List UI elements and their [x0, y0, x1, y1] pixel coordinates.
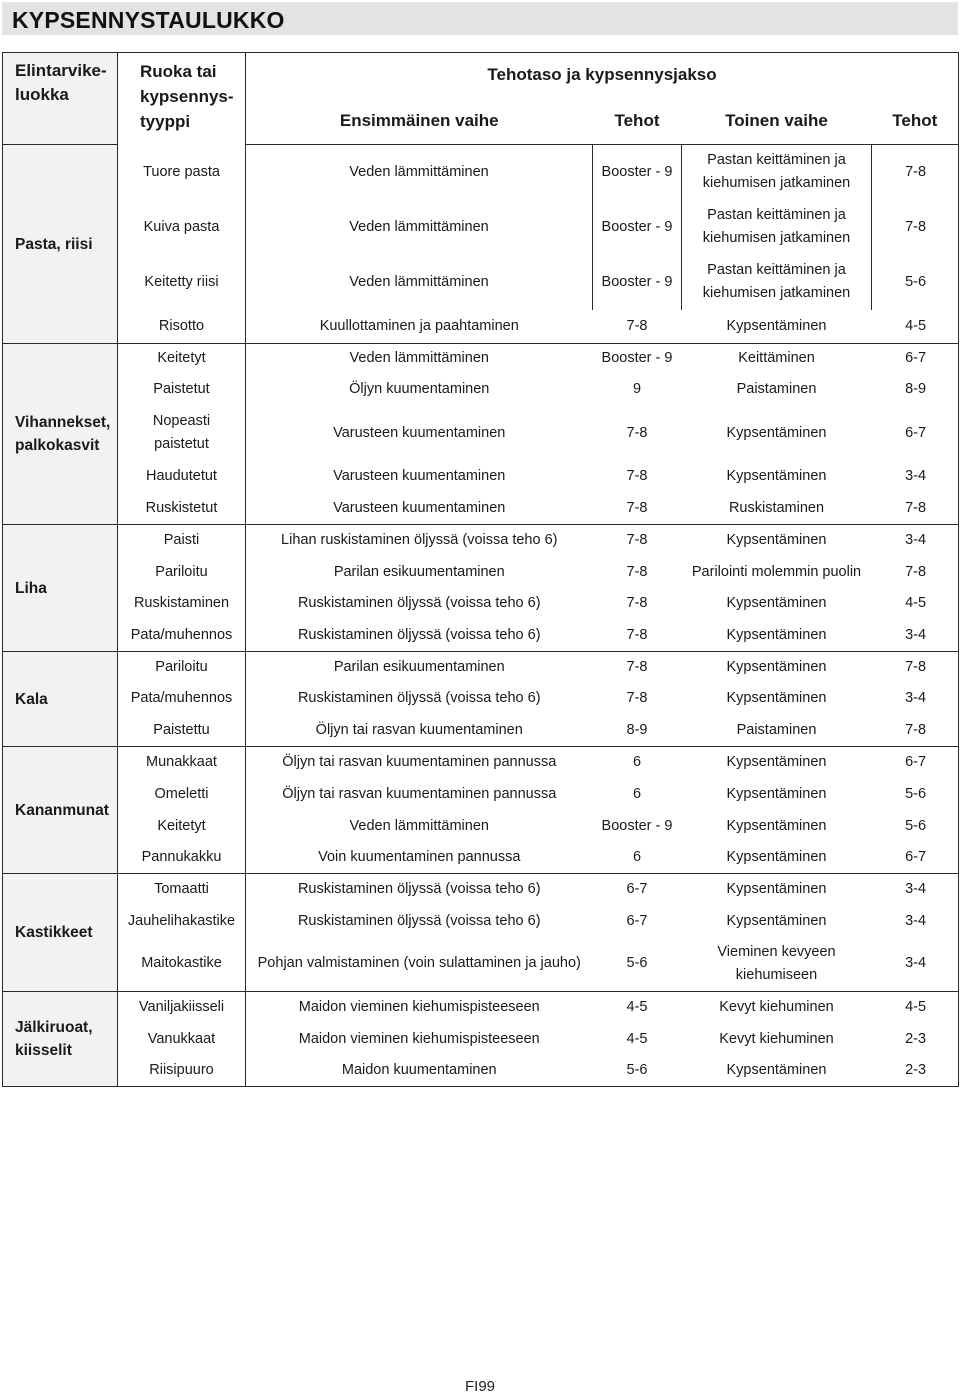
page-number: FI99 [464, 1378, 495, 1395]
cell-power2: 4-5 [872, 992, 959, 1024]
cell-type: Jauhelihakastike [118, 906, 246, 937]
cell-power2: 7-8 [872, 493, 959, 525]
cell-phase1: Ruskistaminen öljyssä (voissa teho 6) [297, 912, 541, 929]
cell-type: Riisipuuro [118, 1055, 246, 1087]
cell-phase1: Öljyn tai rasvan kuumentaminen pannussa [282, 754, 557, 771]
cell-power1: 7-8 [626, 595, 648, 611]
cell-phase2: Kypsentäminen [682, 1055, 872, 1087]
table-row [3, 1024, 959, 1055]
table-row [3, 906, 959, 937]
cell-power2: 8-9 [872, 374, 959, 406]
cell-phase1: Lihan ruskistaminen öljyssä (voissa teho 6) [281, 532, 558, 549]
cell-power1: 6 [632, 754, 642, 771]
cell-phase2: Kypsentäminen [726, 468, 827, 484]
cell-power2: 5-6 [872, 779, 959, 811]
cell-type: Paistettu [118, 715, 246, 747]
header-type: Ruoka tai kypsennys- tyyppi [118, 53, 246, 145]
table-row [3, 493, 959, 525]
cell-phase1: Pohjan valmistaminen (voin sulattaminen ja jauho) [246, 937, 593, 992]
cell-power1: 7-8 [626, 424, 648, 441]
cell-phase1: Voin kuumentaminen pannussa [246, 842, 593, 874]
cell-type: Pannukakku [118, 842, 246, 874]
cell-type: Vanukkaat [118, 1024, 246, 1055]
cell-type: Ruskistetut [118, 493, 246, 525]
cell-power2: 3-4 [872, 461, 959, 493]
category-cell: Kastikkeet [3, 874, 118, 992]
table-body [3, 53, 959, 1087]
cell-phase2: Kypsentäminen [726, 881, 827, 898]
cell-phase1: Veden lämmittäminen [246, 255, 593, 310]
cell-phase2: Kevyt kiehuminen [719, 999, 834, 1016]
cell-power2: 5-6 [872, 255, 959, 310]
cell-type: Maitokastike [118, 937, 246, 992]
cell-phase1: Maidon vieminen kiehumispisteeseen [298, 999, 540, 1016]
cell-power2: 7-8 [872, 652, 959, 683]
table-row [3, 842, 959, 874]
category-cell: Kala [3, 652, 118, 747]
cell-type: Vaniljakiisseli [118, 992, 246, 1024]
header-power1: Tehot [593, 97, 682, 145]
cell-power2: 7-8 [872, 145, 959, 200]
table-row [3, 310, 959, 344]
cell-power1: 7-8 [626, 563, 648, 580]
table-row [3, 620, 959, 652]
cell-phase2: Paistaminen [682, 715, 872, 747]
cell-power2: 2-3 [872, 1055, 959, 1087]
table-row [3, 747, 959, 779]
cell-phase2: Vieminen kevyeen kiehumiseen [682, 937, 872, 992]
cell-type: Kuiva pasta [118, 200, 246, 255]
cell-power1: 7-8 [593, 310, 682, 344]
cell-phase1: Veden lämmittäminen [246, 200, 593, 255]
cell-type: Tomaatti [118, 874, 246, 906]
cell-power2: 2-3 [872, 1024, 959, 1055]
cooking-table [2, 52, 959, 1087]
cell-phase2: Parilointi molemmin puolin [691, 563, 862, 580]
cell-phase1: Varusteen kuumentaminen [246, 493, 593, 525]
cell-power2: 4-5 [872, 588, 959, 620]
table-row [3, 683, 959, 715]
table-row [3, 652, 959, 683]
cell-phase2: Keittäminen [738, 350, 815, 367]
cell-type: Pariloitu [118, 557, 246, 588]
cell-power2: 6-7 [872, 344, 959, 374]
cell-phase2: Kypsentäminen [726, 658, 827, 675]
category-cell: Liha [3, 525, 118, 652]
cell-power2: 3-4 [872, 874, 959, 906]
cell-power1: 7-8 [626, 468, 648, 484]
cell-power1: 5-6 [593, 937, 682, 992]
cell-phase1: Veden lämmittäminen [349, 817, 489, 834]
cell-phase2: Kypsentäminen [726, 595, 827, 611]
cell-phase2: Pastan keittäminen ja kiehumisen jatkaminen [682, 145, 872, 200]
table-row [3, 992, 959, 1024]
cell-type: Haudutetut [118, 461, 246, 493]
cell-phase2: Paistaminen [736, 381, 817, 397]
cell-phase1: Parilan esikuumentaminen [333, 658, 505, 675]
cell-type: Tuore pasta [118, 145, 246, 200]
cell-power1: 4-5 [626, 999, 648, 1016]
cell-power2: 5-6 [872, 811, 959, 842]
cell-phase1: Öljyn kuumentaminen [349, 381, 490, 397]
cell-power1: 8-9 [593, 715, 682, 747]
table-row [3, 406, 959, 461]
category-cell: Kananmunat [3, 747, 118, 874]
cell-power2: 7-8 [872, 200, 959, 255]
table-row [3, 200, 959, 255]
cell-phase2: Pastan keittäminen ja kiehumisen jatkaminen [682, 200, 872, 255]
cell-power1: Booster - 9 [601, 817, 673, 834]
cell-type: Risotto [118, 310, 246, 344]
cell-phase1: Maidon vieminen kiehumispisteeseen [298, 1030, 540, 1047]
cell-power1: 7-8 [593, 493, 682, 525]
header-power2: Tehot [872, 97, 959, 145]
cell-phase1: Varusteen kuumentaminen [333, 468, 506, 484]
cell-phase2: Kypsentäminen [726, 786, 827, 802]
table-row [3, 557, 959, 588]
cell-power1: Booster - 9 [601, 350, 673, 367]
cell-phase1: Ruskistaminen öljyssä (voissa teho 6) [246, 620, 593, 652]
cell-power2: 4-5 [872, 310, 959, 344]
cell-phase1: Parilan esikuumentaminen [333, 563, 505, 580]
table-row [3, 811, 959, 842]
cell-phase2: Kypsentäminen [726, 424, 827, 441]
cell-power1: 7-8 [626, 690, 648, 706]
cell-power2: 7-8 [872, 557, 959, 588]
cell-phase1: Ruskistaminen öljyssä (voissa teho 6) [297, 881, 541, 898]
cell-type: Pata/muhennos [118, 683, 246, 715]
cell-power2: 3-4 [872, 906, 959, 937]
header-phase2: Toinen vaihe [682, 97, 872, 145]
cell-power2: 3-4 [872, 683, 959, 715]
category-cell: Vihannekset, palkokasvit [3, 344, 118, 525]
cell-type: Paisti [118, 525, 246, 557]
cell-power2: 3-4 [872, 525, 959, 557]
cell-power1: 7-8 [626, 658, 648, 675]
cell-type: Paistetut [118, 374, 246, 406]
cell-power2: 6-7 [872, 406, 959, 461]
cell-phase2: Kypsentäminen [726, 754, 827, 771]
cell-power1: 7-8 [626, 532, 648, 549]
cell-type: Omeletti [118, 779, 246, 811]
cell-phase2: Kypsentäminen [726, 912, 827, 929]
cell-type: Munakkaat [118, 747, 246, 779]
cell-power1: 6-7 [626, 881, 648, 898]
table-row [3, 937, 959, 992]
cell-power1: 9 [632, 381, 642, 397]
table-row [3, 1055, 959, 1087]
cell-type: Ruskistaminen [118, 588, 246, 620]
cell-power2: 6-7 [872, 747, 959, 779]
table-row [3, 874, 959, 906]
cell-phase2: Kypsentäminen [682, 310, 872, 344]
cell-phase2: Ruskistaminen [682, 493, 872, 525]
title-bar [2, 2, 958, 35]
cell-phase2: Kypsentäminen [726, 690, 827, 706]
cell-power1: 6-7 [626, 912, 648, 929]
cell-power1: 5-6 [593, 1055, 682, 1087]
cell-type: Nopeasti paistetut [118, 406, 246, 461]
cell-phase1: Ruskistaminen öljyssä (voissa teho 6) [297, 690, 541, 706]
table-row [3, 779, 959, 811]
cell-phase2: Kypsentäminen [726, 817, 827, 834]
cell-phase1: Veden lämmittäminen [349, 350, 489, 367]
cell-type: Keitetyt [118, 344, 246, 374]
cell-phase2: Kevyt kiehuminen [719, 1030, 834, 1047]
cell-power2: 3-4 [872, 620, 959, 652]
cell-phase1: Ruskistaminen öljyssä (voissa teho 6) [297, 595, 541, 611]
cell-power1: Booster - 9 [593, 255, 682, 310]
cell-type: Keitetty riisi [118, 255, 246, 310]
cell-type: Keitetyt [118, 811, 246, 842]
cell-power1: Booster - 9 [593, 200, 682, 255]
cell-phase1: Öljyn tai rasvan kuumentaminen [246, 715, 593, 747]
category-cell: Jälkiruoat, kiisselit [3, 992, 118, 1087]
table-row [3, 344, 959, 374]
cell-power2: 7-8 [872, 715, 959, 747]
table-row [3, 145, 959, 200]
cell-type: Pariloitu [118, 652, 246, 683]
table-row [3, 588, 959, 620]
cell-phase2: Pastan keittäminen ja kiehumisen jatkaminen [682, 255, 872, 310]
cell-phase2: Kypsentäminen [726, 532, 827, 549]
cell-power1: 6 [593, 842, 682, 874]
header-category: Elintarvike- luokka [3, 53, 118, 145]
cell-phase1: Varusteen kuumentaminen [333, 424, 506, 441]
category-cell: Pasta, riisi [3, 145, 118, 344]
table-row [3, 255, 959, 310]
header-group: Tehotaso ja kypsennysjakso [246, 53, 959, 97]
cell-power2: 6-7 [872, 842, 959, 874]
table-row [3, 525, 959, 557]
cell-power1: 4-5 [626, 1030, 648, 1047]
header-phase1: Ensimmäinen vaihe [246, 97, 593, 145]
cell-phase1: Veden lämmittäminen [246, 145, 593, 200]
cooking-table-wrapper [2, 52, 958, 1087]
cell-power1: 6 [632, 786, 642, 802]
cell-power1: Booster - 9 [593, 145, 682, 200]
table-row [3, 461, 959, 493]
cell-phase2: Kypsentäminen [682, 620, 872, 652]
table-row [3, 715, 959, 747]
table-row [3, 374, 959, 406]
cell-power2: 3-4 [872, 937, 959, 992]
cell-phase1: Maidon kuumentaminen [246, 1055, 593, 1087]
cell-type: Pata/muhennos [118, 620, 246, 652]
cell-phase1: Öljyn tai rasvan kuumentaminen pannussa [282, 786, 557, 802]
cell-phase1: Kuullottaminen ja paahtaminen [246, 310, 593, 344]
cell-power1: 7-8 [593, 620, 682, 652]
page-title: KYPSENNYSTAULUKKO [12, 7, 285, 33]
cell-phase2: Kypsentäminen [682, 842, 872, 874]
